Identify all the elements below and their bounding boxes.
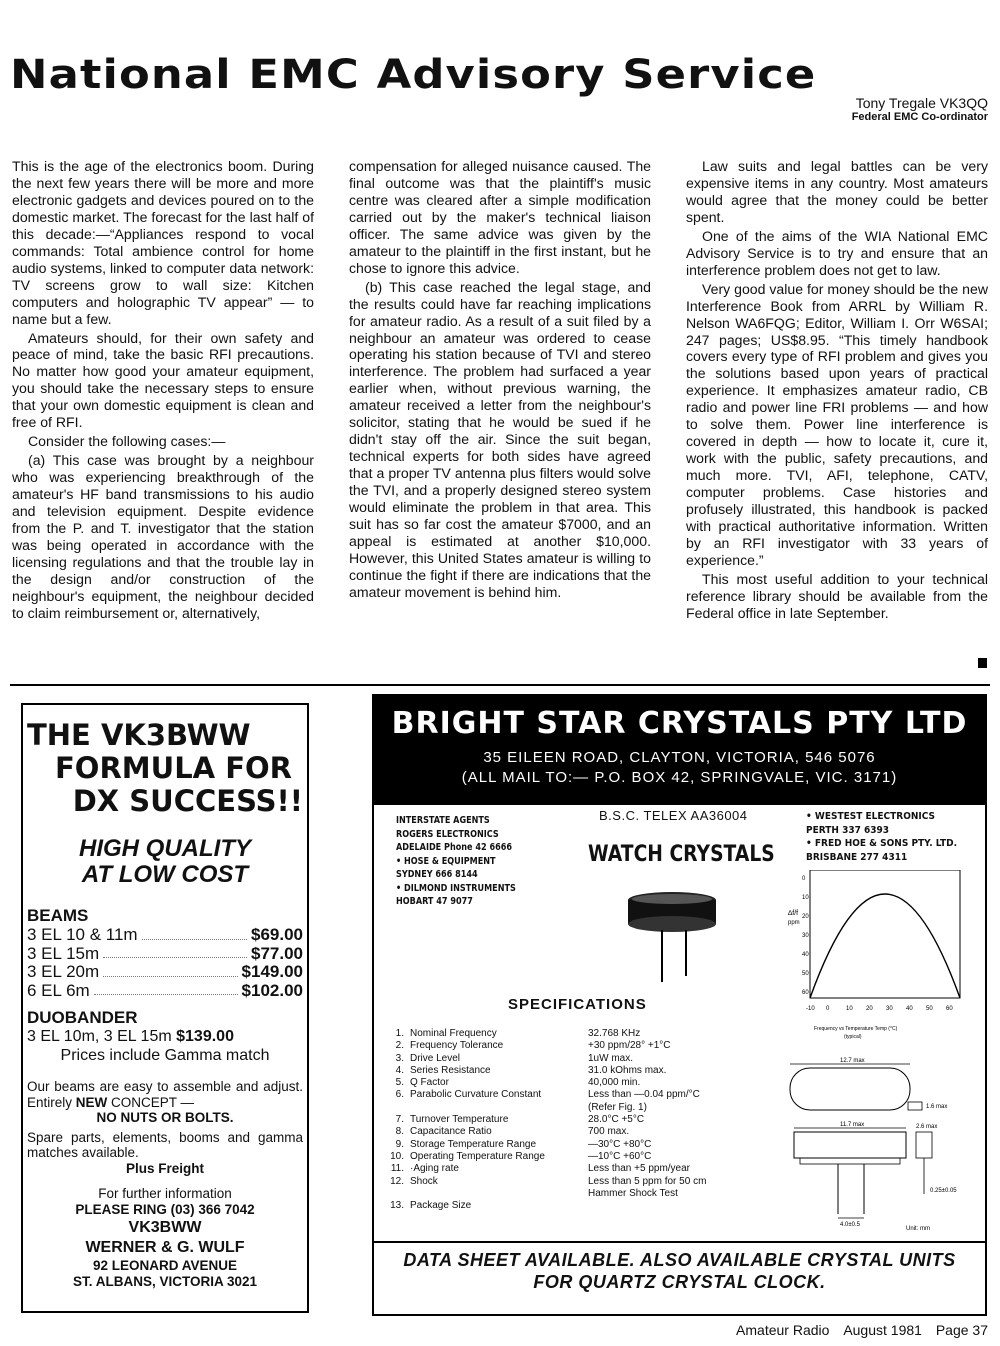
agent-line: ADELAIDE Phone 42 6666 (396, 842, 513, 853)
spec-value: Less than —0.04 ppm/°C (588, 1089, 700, 1101)
data-sheet-note (374, 1249, 985, 1293)
author-role: Federal EMC Co-ordinator (851, 111, 988, 123)
spec-number: 2. (395, 1040, 404, 1052)
product-label: 3 EL 20m (27, 962, 100, 981)
spec-number: 7. (395, 1114, 404, 1126)
price-row (23, 926, 307, 945)
spec-number (390, 1188, 404, 1200)
dim-width: 2.6 max (916, 1124, 938, 1130)
vk3bww-advertisement (21, 703, 309, 1313)
spec-value: —30°C +80°C (588, 1138, 652, 1150)
spec-number: 8. (395, 1126, 404, 1138)
assembly-nuts: NO NUTS OR BOLTS. (96, 1110, 234, 1125)
price-row (23, 963, 307, 982)
y-tick-label: 30 (802, 933, 809, 939)
spec-number: 4. (395, 1064, 404, 1076)
paragraph: One of the aims of the WIA National EMC Advisory Service is to try and ensure that an interference problem does not get to law. (686, 227, 988, 278)
price-row (23, 945, 307, 964)
duobander-price: $139.00 (176, 1028, 234, 1045)
page-number: Page 37 (935, 1322, 988, 1338)
headline-line: DX SUCCESS!! (72, 784, 303, 818)
footer-line: FOR QUARTZ CRYSTAL CLOCK. (533, 1272, 826, 1292)
freight-note: Plus Freight (125, 1160, 204, 1176)
leader-dots (103, 963, 237, 977)
x-tick-label: 20 (866, 1006, 873, 1012)
graph-caption-typical: (typical) (844, 1034, 862, 1040)
spec-value: (Refer Fig. 1) (588, 1101, 647, 1113)
section-divider (10, 684, 990, 686)
phone-line: PLEASE RING (03) 366 7042 (75, 1202, 255, 1217)
assembly-new: NEW (75, 1094, 108, 1110)
agent-line: • FRED HOE & SONS PTY. LTD. (806, 838, 958, 849)
frequency-temperature-graph (784, 870, 964, 1050)
spec-row (390, 1077, 768, 1089)
spec-row (390, 1089, 768, 1101)
paragraph: (a) This case was brought by a neighbour who was experiencing breakthrough of the amateur's HF band transmissions to his audio and television equipment. Despite evidence from the P. and T. investigator that the station was being operated in accordance with the licensing regulations and that the trouble lay in the design and/or construction of the neighbour's equipment, the neighbour decided to claim reimbursement or, alternatively, (12, 452, 314, 621)
x-tick-label: 50 (926, 1006, 933, 1012)
dim-unit: Unit: mm (906, 1226, 930, 1232)
headline-line: FORMULA FOR (55, 751, 293, 785)
callsign: VK3BWW (128, 1219, 202, 1236)
spec-row (390, 1053, 768, 1065)
byline (852, 95, 988, 123)
product-label: 6 EL 6m (27, 980, 90, 1000)
specifications-heading: SPECIFICATIONS (508, 996, 647, 1013)
dim-height: 1.6 max (926, 1104, 948, 1110)
spec-row (390, 1114, 768, 1126)
company-name: BRIGHT STAR CRYSTALS PTY LTD (391, 706, 968, 741)
spec-value: Less than +5 ppm/year (588, 1163, 691, 1175)
article-column-1 (12, 158, 314, 673)
spec-number: 3. (395, 1052, 404, 1064)
spec-label: Drive Level (410, 1052, 461, 1064)
company-name: WERNER & G. WULF (85, 1239, 245, 1256)
spec-value: Less than 5 ppm for 50 cm (588, 1175, 707, 1187)
spec-value: 700 max. (588, 1126, 630, 1138)
article-column-2 (349, 158, 651, 673)
spec-label: Frequency Tolerance (410, 1040, 504, 1052)
agent-line: • HOSE & EQUIPMENT (396, 855, 496, 867)
x-tick-label: -10 (806, 1006, 815, 1012)
x-tick-label: 0 (826, 1006, 830, 1012)
duobander-label: 3 EL 10m, 3 EL 15m (27, 1028, 172, 1045)
y-tick-label: 0 (802, 876, 806, 882)
tagline-line: HIGH QUALITY (79, 835, 251, 862)
spec-row (390, 1188, 768, 1200)
spec-number: 1. (395, 1028, 404, 1039)
paragraph: Law suits and legal battles can be very expensive items in any country. Most amateurs would agree that the money could be better spent. (686, 158, 988, 225)
spec-label (410, 1102, 588, 1114)
spec-value: +30 ppm/28° +1°C (588, 1040, 671, 1052)
y-tick-label: 40 (802, 952, 809, 958)
bright-star-advertisement (372, 694, 987, 1316)
agents-right (806, 810, 957, 864)
paragraph: This most useful addition to your technical reference library should be available from the Federal office in late September. (686, 570, 988, 621)
product-title: WATCH CRYSTALS (588, 842, 775, 867)
spec-row (390, 1040, 768, 1052)
duobander-row (23, 1028, 307, 1046)
ad-headline (23, 705, 307, 818)
spec-number: 12. (390, 1175, 404, 1187)
agent-line: SYDNEY 666 8144 (396, 869, 478, 880)
spec-label: Parabolic Curvature Constant (410, 1089, 542, 1101)
spec-row (390, 1126, 768, 1138)
article-column-3 (686, 158, 988, 673)
company-banner (374, 696, 985, 805)
agent-line: • WESTEST ELECTRONICS (806, 811, 935, 822)
y-tick-label: 50 (802, 971, 809, 977)
price-row (23, 982, 307, 1001)
paragraph: This is the age of the electronics boom. During the next few years there will be more and more electronic gadgets and devices poured on to the domestic market. The forecast for the last half of this decade:—“Appliances respond to vocal commands: Total ambience control for home audio systems, linked to computer data network: TV screens grow to wall size: Kitchen computers and holographic TV appear” — to name but a few. (12, 158, 314, 327)
product-price: $149.00 (241, 962, 303, 981)
spec-label: ·Aging rate (410, 1163, 459, 1175)
spec-number: 11. (390, 1163, 404, 1175)
product-price: $69.00 (251, 925, 303, 944)
graph-y-label: ∆f/f (788, 910, 799, 917)
dim-pitch: 4.0±0.5 (840, 1222, 860, 1228)
x-tick-label: 60 (946, 1006, 953, 1012)
spec-row (390, 1200, 768, 1212)
assembly-concept: CONCEPT — (111, 1094, 195, 1110)
paragraph: Very good value for money should be the new Interference Book from ARRL by William R. Nelson WA6FQG; Editor, William I. Orr W6SAI; 247 pages; US$8.95. “This timely handbook covers every type of RFI problem and gives you the solutions based upon years of practical experience. It emphasizes amateur radio, CB radio and power line FRI problems — and how to solve them. Power line interference is covered in depth — how to locate it, cure it, work with the public, safety precautions, and much more. TVI, AFI, telephone, CATV, computer problems. Case histories and profusely illustrated, this handbook is packed with practical authoritative information. Written by an RFI investigator with 33 years of experience.” (686, 280, 988, 568)
page-footer (726, 1322, 988, 1338)
agent-line: ROGERS ELECTRONICS (396, 828, 499, 840)
paragraph: compensation for alleged nuisance caused. The final outcome was that the plaintiff's music centre was cleared after a simple modification carried out by the maker's technical liaison officer. The same advice was given by the amateur to the plaintiff in the first instant, but he chose to ignore this advice. (349, 158, 651, 276)
graph-y-unit: ppm (788, 920, 800, 926)
spec-value: 31.0 kOhms max. (588, 1064, 667, 1076)
spec-number: 6. (395, 1089, 404, 1101)
duobander-heading: DUOBANDER (27, 1008, 138, 1027)
spec-row (390, 1102, 768, 1114)
leader-dots (103, 945, 247, 959)
spec-value: 40,000 min. (588, 1077, 641, 1089)
crystal-illustration (614, 886, 734, 986)
x-tick-label: 40 (906, 1006, 913, 1012)
spec-label: Package Size (410, 1200, 472, 1212)
footer-line: DATA SHEET AVAILABLE. ALSO AVAILABLE CRYSTAL UNITS (403, 1250, 956, 1270)
spec-label: Storage Temperature Range (410, 1138, 537, 1150)
paragraph: Amateurs should, for their own safety and peace of mind, take the basic RFI precautions. No matter how good your amateur equipment, you should take the necessary steps to ensure that your own domestic equipment is clean and free of RFI. (12, 329, 314, 431)
agents-heading: INTERSTATE AGENTS (396, 815, 490, 826)
spec-value: 28.0°C +5°C (588, 1114, 645, 1126)
spec-row (390, 1151, 768, 1163)
spec-value: Hammer Shock Test (588, 1187, 678, 1199)
spec-label (410, 1188, 588, 1200)
product-label: 3 EL 15m (27, 943, 100, 963)
y-tick-label: 20 (802, 914, 809, 920)
dim-lead: 0.25±0.05 (930, 1188, 957, 1194)
agent-line: PERTH 337 6393 (806, 824, 890, 836)
product-price: $77.00 (251, 943, 303, 963)
spec-row (390, 1163, 768, 1175)
package-dimension-drawing (780, 1054, 980, 1234)
article-title: National EMC Advisory Service (10, 52, 817, 98)
spec-row (390, 1176, 768, 1188)
y-tick-label: 60 (802, 990, 809, 996)
agents-left (396, 814, 516, 909)
spec-label: Nominal Frequency (410, 1028, 497, 1039)
spec-value: 32.768 KHz (588, 1028, 641, 1039)
gamma-note: Prices include Gamma match (60, 1047, 270, 1064)
telex: B.S.C. TELEX AA36004 (599, 808, 748, 823)
spec-label: Shock (410, 1175, 438, 1187)
beams-heading: BEAMS (27, 906, 89, 925)
spec-value: —10°C +60°C (588, 1150, 652, 1162)
leader-dots (142, 926, 247, 940)
product-label: 3 EL 10 & 11m (27, 925, 138, 944)
end-of-article-mark (978, 658, 987, 668)
spec-row (390, 1028, 768, 1040)
spec-row (390, 1139, 768, 1151)
spare-parts-text: Spare parts, elements, booms and gamma matches available. (27, 1129, 303, 1160)
spec-number: 5. (395, 1077, 404, 1089)
spare-parts-note (23, 1130, 307, 1177)
agent-line: • DILMOND INSTRUMENTS (396, 882, 516, 894)
spec-number: 9. (395, 1138, 404, 1150)
spec-value: 1uW max. (588, 1052, 634, 1064)
spec-value (588, 1200, 768, 1212)
street-address: 92 LEONARD AVENUE (92, 1258, 238, 1273)
graph-caption: Frequency vs Temperature Temp (°C) (814, 1026, 898, 1032)
magazine-name: Amateur Radio (736, 1322, 830, 1338)
footer-rule (374, 1241, 985, 1243)
agent-line: BRISBANE 277 4311 (806, 851, 908, 863)
product-price: $102.00 (241, 980, 303, 1000)
spec-label: Turnover Temperature (410, 1114, 509, 1126)
spec-number (390, 1102, 404, 1114)
assembly-text: Our beams are easy to assemble and adjust. Entirely (27, 1079, 303, 1110)
assembly-note (23, 1079, 307, 1126)
issue-date: August 1981 (843, 1322, 922, 1338)
dim-body: 11.7 max (840, 1122, 865, 1128)
spec-label: Series Resistance (410, 1064, 491, 1076)
author-name: Tony Tregale VK3QQ (855, 95, 988, 111)
specifications-list (390, 1028, 768, 1212)
x-tick-label: 10 (846, 1006, 853, 1012)
city-address: ST. ALBANS, VICTORIA 3021 (72, 1274, 258, 1289)
mail-address: (ALL MAIL TO:— P.O. BOX 42, SPRINGVALE, VIC. 3171) (461, 769, 898, 786)
tagline-line: AT LOW COST (81, 861, 249, 888)
paragraph: Consider the following cases:— (28, 433, 226, 450)
agent-line: HOBART 47 9077 (396, 896, 473, 907)
x-tick-label: 30 (886, 1006, 893, 1012)
dim-length: 12.7 max (840, 1058, 865, 1064)
ad-tagline (23, 836, 307, 888)
info-line: For further information (98, 1186, 232, 1201)
leader-dots (94, 982, 238, 996)
street-address: 35 EILEEN ROAD, CLAYTON, VICTORIA, 546 5076 (483, 749, 876, 766)
spec-number: 13. (390, 1200, 404, 1212)
spec-label: Capacitance Ratio (410, 1126, 492, 1138)
headline-line: THE VK3BWW (27, 718, 251, 752)
spec-row (390, 1065, 768, 1077)
spec-label: Operating Temperature Range (410, 1150, 545, 1162)
paragraph: (b) This case reached the legal stage, and the results could have far reaching implications for amateur radio. As a result of a suit filed by a neighbour an amateur was ordered to cease operating his station because of TVI and stereo interference. The problem had surfaced a year earlier when, without previous warning, the amateur received a letter from the neighbour's solicitor, stating that he would be sued if he didn't stay off the air. Since the suit began, technical experts for both sides have agreed that a proper TV antenna plus filters would solve the TVI, and a properly designed stereo system would eliminate the problem in that area. This suit has so far cost the amateur $7000, and an appeal is estimated at another $10,000. However, this United States amateur is willing to continue the fight if there are indications that the amateur movement is behind him. (349, 278, 651, 600)
y-tick-label: 10 (802, 895, 809, 901)
spec-label: Q Factor (410, 1077, 449, 1089)
spec-number: 10. (390, 1150, 404, 1162)
